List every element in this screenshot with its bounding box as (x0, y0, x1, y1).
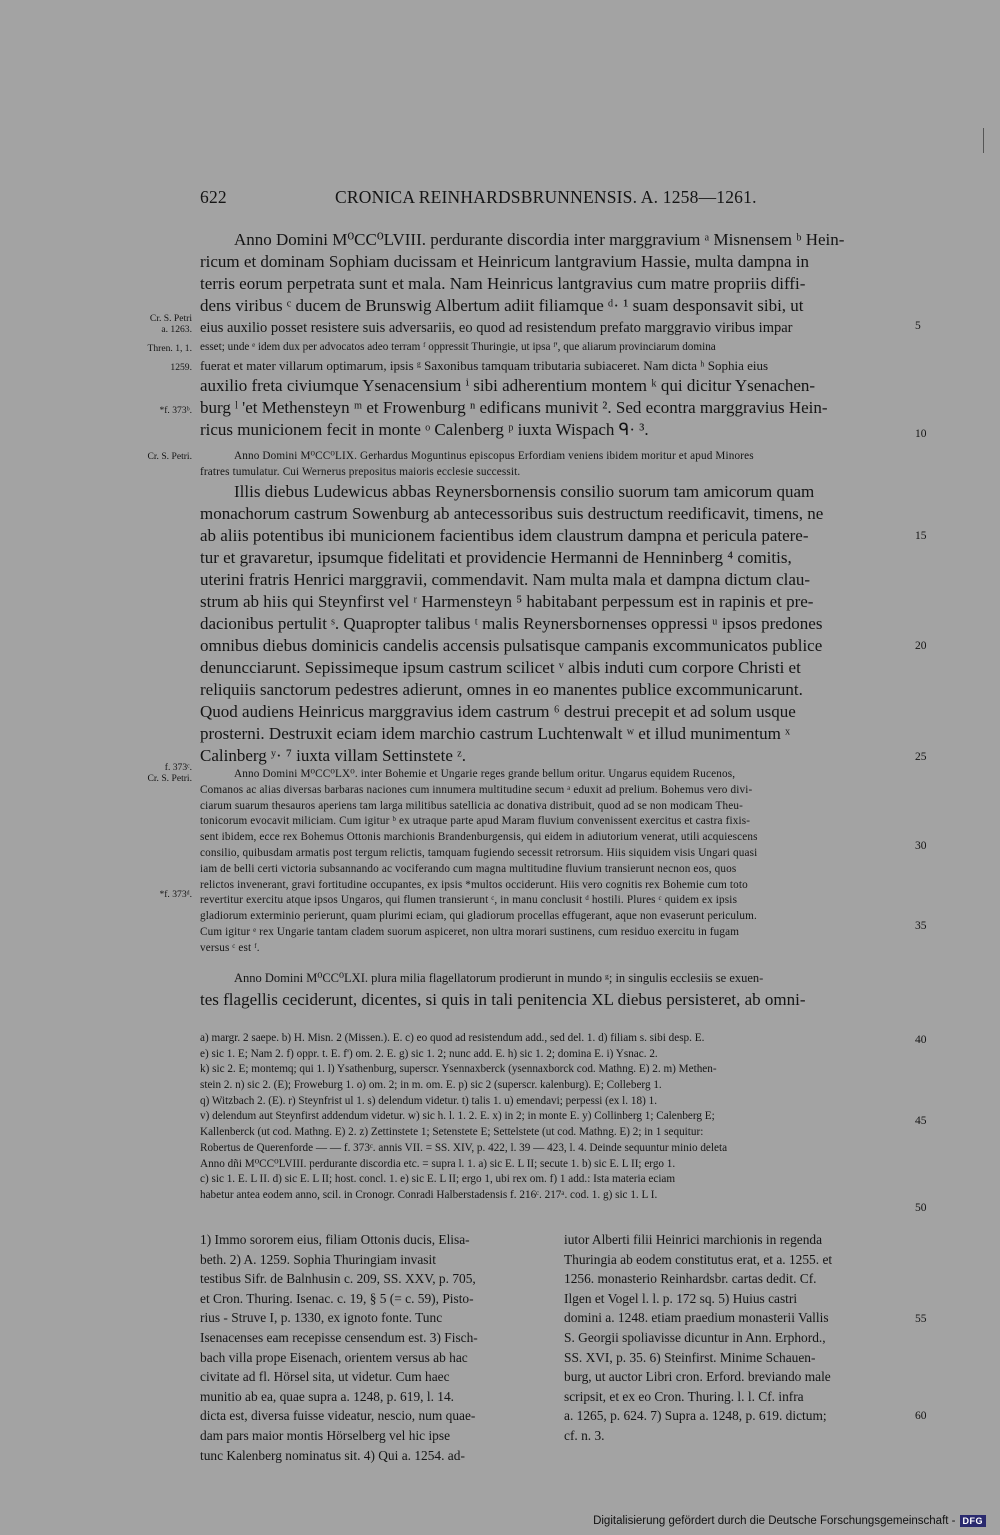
apparatus-line: e) sic 1. E; Nam 2. f) oppr. t. E. f') om. 2. E. g) sic 1. 2; nunc add. E. h) sic 1. 2; domina E. i) Ysnac. 2. (200, 1047, 658, 1060)
footnotes-right-column (564, 1230, 911, 1446)
line-number: 45 (915, 1115, 927, 1127)
line-number: 30 (915, 840, 927, 852)
text-line: versus ᶜ est ᶠ. (200, 941, 260, 954)
digitization-footer (593, 1515, 986, 1527)
text-line: ricus municionem fecit in monte ᵒ Calenberg ᵖ iuxta Wispach ᑫ· ³. (200, 420, 649, 439)
margin-note-f373b (140, 405, 192, 416)
edge-rule (983, 128, 984, 153)
text-line: Illis diebus Ludewicus abbas Reynersbornensis consilio suorum tam amicorum quam (234, 482, 815, 501)
text-line: Calinberg ʸ· ⁷ iuxta villam Settinstete ᶻ. (200, 746, 467, 765)
main-text-block-2 (200, 375, 910, 441)
margin-note-text: Cr. S. Petri (149, 313, 192, 324)
text-line: uterini fratris Henrici marggravii, commendavit. Nam multa mala et dampna dictum clau- (200, 570, 811, 589)
line-number: 15 (915, 530, 927, 542)
margin-note-text: a. 1263. (161, 324, 192, 335)
footnotes-left-column (200, 1230, 547, 1465)
text-line: relictos invenerant, gravi fortitudine occupantes, ex ipsis *multos occiderunt. Hiis vero cognitis rex Bohemie cum toto (200, 878, 748, 891)
main-text-block-1 (200, 229, 910, 317)
text-line: monachorum castrum Sowenburg ab antecessoribus suis destructum reedificavit, timens, ne (200, 504, 824, 523)
text-line: Anno Domini M⁰CC⁰LXI. plura milia flagellatorum prodierunt in mundo ᵍ; in singulis ecclesiis se exuen- (234, 971, 764, 985)
footnote-line: 1256. monasterio Reinhardsbr. cartas dedit. Cf. (564, 1271, 817, 1287)
footnote-line: civitate ad fl. Hörsel sita, ut videtur. Cum haec (200, 1369, 450, 1385)
footnote-line: domini a. 1248. etiam praedium monasterii Vallis (564, 1310, 829, 1326)
text-line: Quod audiens Heinricus marggravius idem castrum ⁶ destrui precepit et ad solum usque (200, 702, 796, 721)
footnote-line: Isenacenses eam recepisse censendum est. 3) Fisch- (200, 1329, 478, 1345)
line-number: 50 (915, 1202, 927, 1214)
apparatus-line: q) Witzbach 2. (E). r) Steynfrist ul 1. s) delendum videtur. t) talis 1. u) emendavi; perpessi (ex l. 18) 1. (200, 1094, 657, 1107)
text-line: omnibus diebus dominicis candelis accensis pulsatisque campanis excommunicatos publice (200, 636, 823, 655)
text-line: fuerat et mater villarum optimarum, ipsis ᵍ Saxonibus tamquam tributaria subiaceret. Nam dicta ʰ Sophia eius (200, 358, 769, 373)
text-line: dacionibus pertulit ˢ. Quapropter talibus ᵗ malis Reynersbornenses oppressi ᵘ ipsos predones (200, 614, 823, 633)
text-line: fratres tumulatur. Cui Wernerus prepositus maioris ecclesie successit. (200, 465, 521, 478)
margin-note-text: *f. 373ᵈ. (159, 889, 192, 900)
text-line: dens viribus ᶜ ducem de Brunswig Albertum adiit filiamque ᵈ· ¹ suam desponsavit sibi, ut (200, 296, 804, 315)
main-text-block-3 (200, 481, 910, 767)
mixed-block (200, 317, 910, 375)
margin-note-text: Cr. S. Petri. (147, 773, 192, 784)
apparatus-line: c) sic 1. E. L II. d) sic E. L II; host. concl. 1. e) sic E. L II; ergo 1, ubi rex om. f) 1 add.: Ista materia eciam (200, 1173, 676, 1186)
footnote-line: Thuringia ab eodem constitutus erat, et a. 1255. et (564, 1251, 833, 1267)
text-line: sent ibidem, ecce rex Bohemus Ottonis marchionis Brandenburgensis, qui eidem in adiutorium venerat, utili acquiescens (200, 831, 758, 844)
text-line: strum ab hiis qui Steynfirst vel ʳ Harmensteyn ⁵ habitabant perpessum est in rapinis et pre- (200, 592, 814, 611)
footnote-line: burg, ut auctor Libri cron. Erford. breviando male (564, 1369, 831, 1385)
text-line: consilio, quibusdam armatis post tergum relictis, tamquam fugiendo secessit retrorsum. Hiis siquidem visis Ungari quasi (200, 846, 758, 859)
footnote-line: cf. n. 3. (564, 1427, 605, 1443)
margin-note-thren (140, 343, 192, 354)
margin-note-text: f. 373ᶜ. (164, 762, 192, 773)
footnote-line: tunc Kalenberg nominatus sit. 4) Qui a. 1254. ad- (200, 1447, 465, 1463)
text-line: Anno Domini M⁰CC⁰LVIII. perdurante discordia inter marggravium ᵃ Misnensem ᵇ Hein- (234, 230, 845, 249)
margin-note-f373c (130, 762, 192, 784)
line-number: 10 (915, 428, 927, 440)
text-line: prosterni. Destruxit eciam idem marchio castrum Luchtenwalt ʷ et illud munimentum ˣ (200, 724, 791, 743)
apparatus-line: Anno dñi M⁰CC⁰LVIII. perdurante discordia etc. = supra l. 1. a) sic E. L II; secute 1. b) sic E. L II; ergo 1. (200, 1157, 676, 1170)
text-line: burg ˡ 'et Methensteyn ᵐ et Frowenburg ⁿ edificans munivit ². Sed econtra marggravius Hein- (200, 398, 828, 417)
running-title: CRONICA REINHARDSBRUNNENSIS. A. 1258—1261. (335, 187, 757, 207)
critical-apparatus (200, 1031, 910, 1204)
small-text-1259 (200, 449, 910, 481)
apparatus-line: k) sic 2. E; montemq; qui 1. l) Ysathenburg, superscr. Ysennaxberck (ysennaxborck cod. Mathng. E) 2. m) Methen- (200, 1063, 717, 1076)
line-number: 55 (915, 1313, 927, 1325)
apparatus-line: Kallenberck (ut cod. Mathng. E) 2. z) Zettinstete 1; Setenstete E; Settelstete (ut cod. Mathng. E) 2; in 1 sequitur: (200, 1126, 704, 1139)
footnote-line: Ilgen et Vogel l. l. p. 172 sq. 5) Huius castri (564, 1290, 798, 1306)
dfg-logo: DFG (960, 1515, 987, 1527)
text-line: eius auxilio posset resistere suis adversariis, eo quod ad resistendum prefato marggravio viribus impar (200, 320, 793, 336)
footnote-line: scripsit, et ex eo Cron. Thuring. l. l. Cf. infra (564, 1388, 804, 1404)
text-line: tonicorum evocavit miliciam. Cum igitur ᵇ ex utraque parte apud Maram fluvium convenissent exercitus et castra fixis- (200, 815, 751, 828)
margin-note-text: Thren. 1, 1. (147, 343, 192, 354)
small-text-1260 (200, 767, 910, 957)
apparatus-line: a) margr. 2 saepe. b) H. Misn. 2 (Missen.). E. c) eo quod ad resistendum add., sed del. 1. d) filiam s. sibi desp. E. (200, 1032, 705, 1044)
footnote-line: a. 1265, p. 624. 7) Supra a. 1248, p. 619. dictum; (564, 1408, 827, 1424)
line-number: 60 (915, 1410, 927, 1422)
text-line: ricum et dominam Sophiam ducissam et Heinricum lantgravium Hassie, multa dampna in (200, 252, 810, 271)
footnote-line: dicta est, diversa fuisse videatur, nescio, num quae- (200, 1408, 476, 1424)
text-line: denuncciarunt. Sepissimeque ipsum castrum scilicet ᵛ albis induti cum corpore Christi et (200, 658, 801, 677)
text-line: reliquiis sanctorum pedestres adierunt, omnes in eo manentes publice excommunicarunt. (200, 680, 803, 699)
text-line: ab aliis potentibus ibi municionem facientibus idem claustrum dampna et pericula patere- (200, 526, 809, 545)
text-line: Anno Domini M⁰CC⁰LX⁰. inter Bohemie et Ungarie reges grande bellum oritur. Ungarus equidem Rucenos, (234, 768, 736, 780)
text-line: terris eorum perpetrata sunt et mala. Nam Heinricus lantgravius cum matre propriis diffi- (200, 274, 806, 293)
margin-note-text: *f. 373ᵇ. (159, 405, 192, 416)
apparatus-line: habetur antea eodem anno, scil. in Cronogr. Conradi Halberstadensis f. 216ᶜ. 217ᵃ. cod. 1. g) sic 1. L I. (200, 1188, 658, 1201)
text-line: tes flagellis ceciderunt, dicentes, si quis in tali penitencia XL diebus persisteret, ab omni- (200, 990, 806, 1009)
margin-note-cr-s-petri-2 (130, 451, 192, 462)
text-line: ciarum suarum thesauros aperiens tam larga militibus satellicia ac donativa distribuit, quod ad se non modicam Theu- (200, 799, 743, 812)
footnote-line: rius - Struve I, p. 1330, ex ignoto fonte. Tunc (200, 1310, 443, 1326)
text-line: gladiorum exterminio perierunt, quam plurimi eciam, qui gladiorum procellas effugerant, aque non evaserunt periculum. (200, 910, 757, 923)
footnote-line: S. Georgii spoliavisse dicuntur in Ann. Erphord., (564, 1329, 826, 1345)
footnote-line: bach villa prope Eisenach, orientem versus ab hac (200, 1349, 468, 1365)
footnote-line: munitio ab ea, quae supra a. 1248, p. 619, l. 14. (200, 1388, 454, 1404)
margin-note-f373d (130, 889, 192, 900)
margin-note-text: Cr. S. Petri. (147, 451, 192, 462)
text-line: Cum igitur ᵉ rex Ungarie tantam cladem suorum aspiceret, non ultra morari sustinens, cum residuo exercitu in fugam (200, 925, 740, 938)
margin-note-cr-s-petri (148, 313, 192, 335)
text-line: esset; unde ᵉ idem dux per advocatos adeo terram ᶠ oppressit Thuringie, ut ipsa ᶠ', que aliarum provinciarum domina (200, 341, 716, 353)
footnote-line: testibus Sifr. de Balnhusin c. 209, SS. XXV, p. 705, (200, 1271, 476, 1287)
line-number: 40 (915, 1034, 927, 1046)
text-line: tur et gravaretur, ipsumque fidelitati et providencie Hermanni de Henninberg ⁴ comitis, (200, 548, 792, 567)
footnote-line: 1) Immo sororem eius, filiam Ottonis ducis, Elisa- (200, 1232, 470, 1247)
text-line: revertitur exercitu atque ipsos Ungaros, qui flumen transierunt ᶜ, in manu conclusit ᵈ hostili. Plures ᶜ quidem ex ipsis (200, 894, 738, 907)
mixed-block-1261 (200, 967, 910, 1011)
footnote-line: et Cron. Thuring. Isenac. c. 19, § 5 (= c. 59), Pisto- (200, 1290, 474, 1306)
footer-text: Digitalisierung gefördert durch die Deutsche Forschungsgemeinschaft - (593, 1515, 956, 1527)
footnote-line: SS. XVI, p. 35. 6) Steinfirst. Minime Schauen- (564, 1349, 816, 1365)
line-number: 25 (915, 751, 927, 763)
apparatus-line: v) delendum aut Steynfirst addendum videtur. w) sic h. l. 1. 2. E. x) in 2; in monte E. y) Collinberg 1; Calenberg E; (200, 1110, 715, 1123)
margin-note-1259 (140, 362, 192, 373)
line-number: 35 (915, 920, 927, 932)
text-line: auxilio freta civiumque Ysenacensium ⁱ sibi adherentium montem ᵏ qui dicitur Ysenachen- (200, 376, 816, 395)
footnote-line: beth. 2) A. 1259. Sophia Thuringiam invasit (200, 1251, 436, 1267)
apparatus-line: Robertus de Querenforde — — f. 373ᶜ. annis VII. = SS. XIV, p. 422, l. 39 — 423, l. 4. Deinde sequuntur minio deleta (200, 1141, 728, 1154)
text-line: iam de belli certi victoria subsannando ac vociferando cum magna multitudine fluvium transierunt necnon eos, quos (200, 862, 737, 875)
apparatus-line: stein 2. n) sic 2. (E); Froweburg 1. o) om. 2; in m. om. E. p) sic 2 (superscr. kalenburg). E; Colleberg 1. (200, 1079, 662, 1092)
margin-note-text: 1259. (170, 362, 192, 373)
page-number: 622 (200, 187, 227, 207)
footnote-line: iutor Alberti filii Heinrici marchionis in regenda (564, 1232, 823, 1247)
text-line: Comanos ac alias diversas barbaras naciones cum innumera multitudine secum ᵃ eduxit ad prelium. Bohemus vero divi- (200, 783, 753, 796)
footnote-line: dam pars maior montis Hörselberg vel hic ipse (200, 1427, 451, 1443)
line-number: 20 (915, 640, 927, 652)
line-number: 5 (915, 320, 921, 332)
text-line: Anno Domini M⁰CC⁰LIX. Gerhardus Moguntinus episcopus Erfordiam veniens ibidem moritur et apud Minores (234, 450, 754, 462)
